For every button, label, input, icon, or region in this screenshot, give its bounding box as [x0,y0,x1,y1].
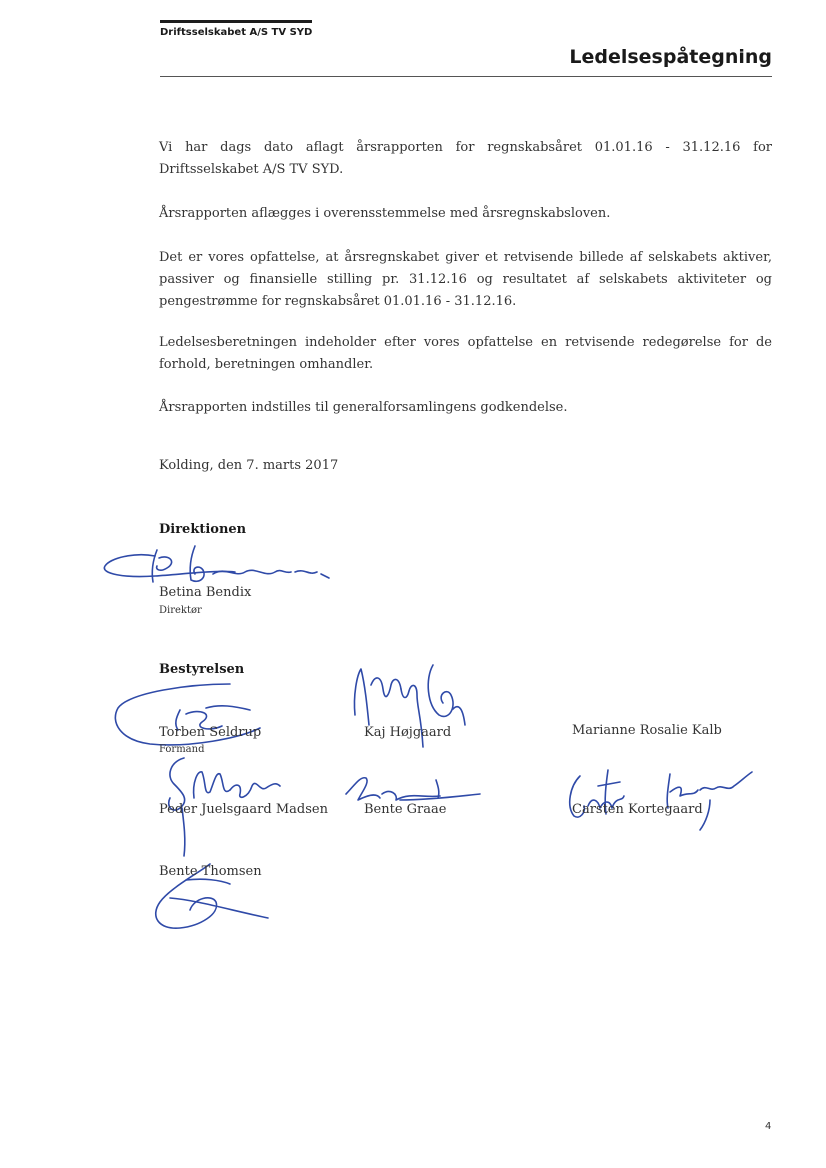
paragraph-1: Vi har dags dato aflagt årsrapporten for regnskabsåret 01.01.16 - 31.12.16 for Driftsselskabet A/S TV SYD. [159,140,772,177]
page-title: Ledelsespåtegning [569,46,772,68]
signatory-name-peder-juelsgaard-madsen: Peder Juelsgaard Madsen [159,802,328,817]
paragraph-4: Ledelsesberetningen indeholder efter vores opfattelse en retvisende redegørelse for de forhold, beretningen omhandler. [159,335,772,372]
signatory-name-bente-thomsen: Bente Thomsen [159,864,262,879]
signatory-name-kaj-hojgaard: Kaj Højgaard [364,725,452,740]
company-name: Driftsselskabet A/S TV SYD [160,27,313,38]
signature-carsten-kortegaard [560,756,760,836]
signatory-role-direktor: Direktør [159,605,202,616]
signatory-name-carsten-kortegaard: Carsten Kortegaard [572,802,703,817]
heading-direktionen: Direktionen [159,522,247,537]
title-divider [160,76,772,77]
signatory-name-marianne-rosalie-kalb: Marianne Rosalie Kalb [572,723,722,738]
page-number: 4 [765,1121,772,1132]
signatory-name-torben-seldrup: Torben Seldrup [159,725,262,740]
paragraph-3: Det er vores opfattelse, at årsregnskabet giver et retvisende billede af selskabets aktiver, passiver og finansielle stilling pr. 31.12.16 og resultatet af selskabets aktiviteter og pengestrømme for regnskabsåret 01.01.16 - 31.12.16. [159,250,772,309]
heading-bestyrelsen: Bestyrelsen [159,662,245,677]
place-date: Kolding, den 7. marts 2017 [159,458,339,473]
signatory-name-bente-graae: Bente Graae [364,802,447,817]
header-rule [160,20,312,23]
signature-kaj-hojgaard [345,655,485,765]
paragraph-2: Årsrapporten aflægges i overensstemmelse med årsregnskabsloven. [159,206,611,221]
paragraph-5: Årsrapporten indstilles til generalforsamlingens godkendelse. [159,400,568,415]
signatory-name-betina-bendix: Betina Bendix [159,585,252,600]
signatory-role-formand: Formand [159,744,205,755]
